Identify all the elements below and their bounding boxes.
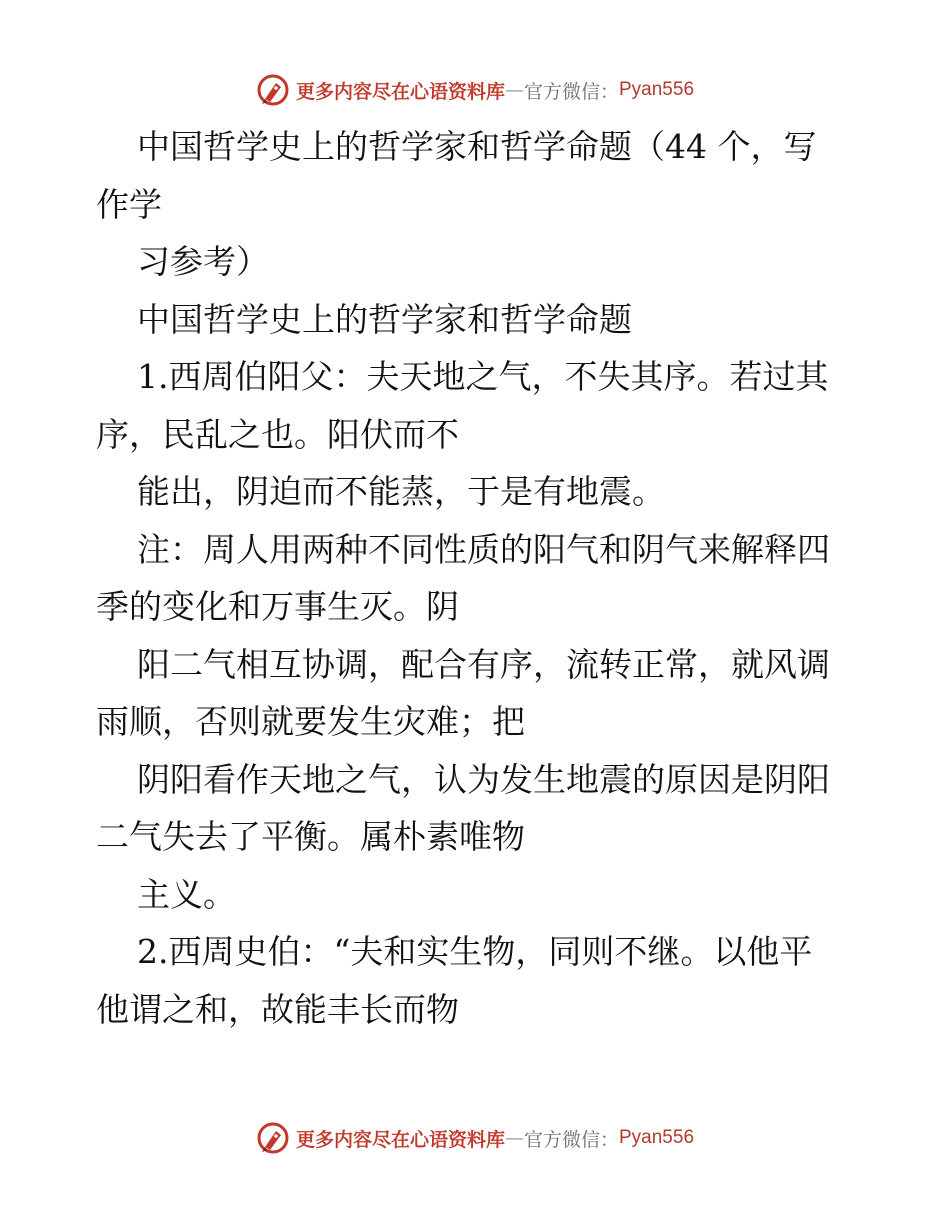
header-banner bbox=[0, 70, 950, 110]
text-line: 序，民乱之也。阳伏而不 bbox=[96, 414, 459, 454]
banner-separator: — bbox=[504, 1127, 524, 1149]
text-line: 能出，阴迫而不能蒸，于是有地震。 bbox=[137, 472, 665, 511]
text-line: 二气失去了平衡。属朴素唯物 bbox=[96, 817, 525, 856]
banner-wechat-label: 官方微信： bbox=[523, 80, 619, 103]
banner-separator: — bbox=[504, 79, 524, 101]
text-line: 1.西周伯阳父：夫天地之气，不失其序。若过其 bbox=[137, 357, 829, 396]
text-line: 他谓之和，故能丰长而物 bbox=[96, 989, 459, 1029]
pen-nib-logo-icon bbox=[256, 73, 290, 107]
banner-wechat-id: Pyan556 bbox=[619, 79, 695, 100]
pen-nib-logo-icon bbox=[256, 1121, 290, 1155]
text-line: 季的变化和万事生灭。阴 bbox=[96, 587, 459, 626]
text-line: 习参考） bbox=[137, 242, 269, 281]
banner-brand-text: 更多内容尽在心语资料库 bbox=[295, 1128, 505, 1151]
banner-wechat-label: 官方微信： bbox=[523, 1128, 619, 1151]
text-line: 阴阳看作天地之气，认为发生地震的原因是阴阳 bbox=[137, 759, 830, 799]
text-line: 中国哲学史上的哲学家和哲学命题 bbox=[137, 299, 632, 339]
text-line: 雨顺，否则就要发生灾难；把 bbox=[96, 702, 525, 741]
document-body bbox=[96, 118, 856, 1038]
text-line: 2.西周史伯：“夫和实生物，同则不继。以他平 bbox=[137, 932, 813, 971]
text-line: 作学 bbox=[96, 184, 162, 224]
text-line: 主义。 bbox=[137, 874, 236, 914]
text-line: 注：周人用两种不同性质的阳气和阴气来解释四 bbox=[137, 529, 830, 569]
banner-brand-text: 更多内容尽在心语资料库 bbox=[295, 80, 505, 103]
banner-wechat-id: Pyan556 bbox=[619, 1127, 695, 1148]
text-line: 中国哲学史上的哲学家和哲学命题（44 个，写 bbox=[137, 127, 817, 166]
text-line: 阳二气相互协调，配合有序，流转正常，就风调 bbox=[137, 644, 830, 684]
footer-banner bbox=[0, 1118, 950, 1158]
